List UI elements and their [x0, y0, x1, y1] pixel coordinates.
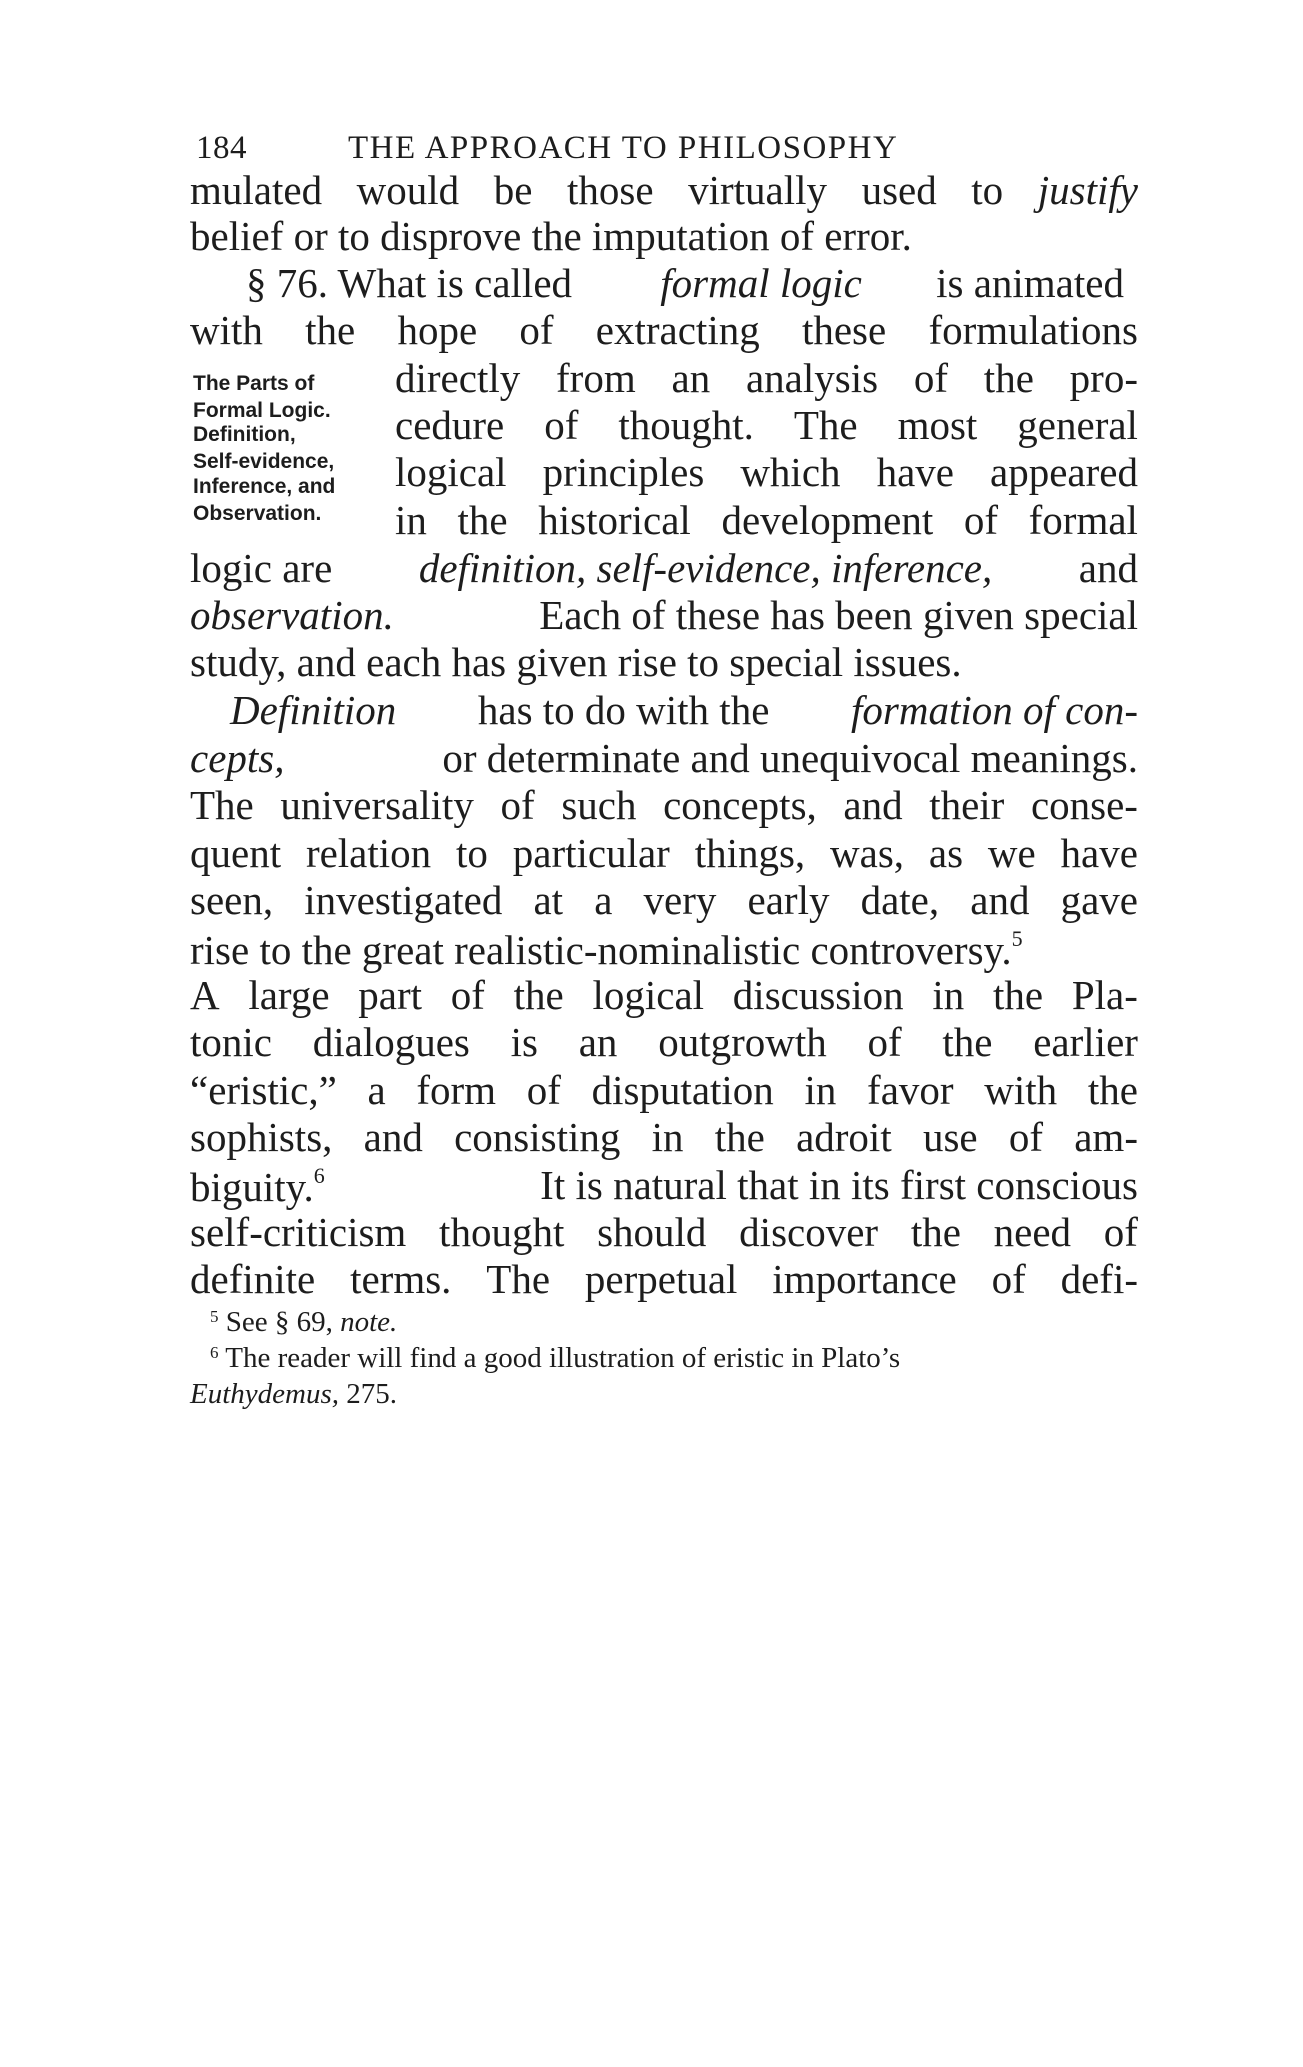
footnote-6: $^6$ The reader will find a good illustration of eristic in Plato’s	[210, 1342, 901, 1374]
text-line: tonic dialogues is an outgrowth of the earlier	[190, 1019, 1138, 1065]
definition-paragraph-start: Definition has to do with the formation of con-	[230, 687, 1138, 733]
footnote-5: $^5$ See § 69, note.	[210, 1306, 398, 1338]
footnote-6-continued: Euthydemus, 275.	[190, 1378, 397, 1410]
text-line: cepts, or determinate and unequivocal meanings.	[190, 735, 1138, 781]
text-line: seen, investigated at a very early date, and gave	[190, 877, 1138, 923]
section-76-line: § 76. What is called formal logic is animated	[246, 260, 1124, 306]
text-line: directly from an analysis of the pro-	[395, 355, 1138, 401]
text-line: “eristic,” a form of disputation in favor with the	[190, 1067, 1138, 1113]
text-line: logic are definition, self-evidence, inference, and	[190, 545, 1138, 591]
text-line: logical principles which have appeared	[395, 449, 1138, 495]
margin-note-line: Self-evidence,	[193, 450, 335, 473]
text-line: with the hope of extracting these formulations	[190, 307, 1138, 353]
text-line: rise to the great realistic-nominalistic controversy.$^5$	[190, 926, 1023, 973]
text-line: sophists, and consisting in the adroit use of am-	[190, 1114, 1138, 1160]
text-line: observation. Each of these has been given special	[190, 592, 1138, 638]
running-title: THE APPROACH TO PHILOSOPHY	[348, 130, 899, 166]
footnote-ref-5[interactable]: 5	[1011, 926, 1023, 951]
page-number: 184	[196, 130, 247, 166]
text-line: self-criticism thought should discover the need of	[190, 1209, 1138, 1255]
text-line: A large part of the logical discussion in the Pla-	[190, 972, 1138, 1018]
text-line: cedure of thought. The most general	[395, 402, 1138, 448]
margin-note-line: Inference, and	[193, 475, 336, 498]
text-line: definite terms. The perpetual importance of defi-	[190, 1256, 1138, 1302]
text-line: mulated would be those virtually used to justify	[190, 167, 1138, 213]
text-line: The universality of such concepts, and their conse-	[190, 782, 1138, 828]
text-line: study, and each has given rise to special issues.	[190, 639, 962, 685]
margin-note-line: Formal Logic.	[193, 399, 331, 422]
running-head	[196, 130, 1136, 167]
margin-note-line: Observation.	[193, 502, 322, 525]
footnote-ref-6[interactable]: 6	[313, 1163, 325, 1188]
text-line: biguity.$^6$ It is natural that in its first conscious	[190, 1162, 1138, 1210]
margin-note-line: Definition,	[193, 423, 296, 446]
text-line: belief or to disprove the imputation of error.	[190, 213, 912, 259]
text-line: quent relation to particular things, was, as we have	[190, 830, 1138, 876]
text-line: in the historical development of formal	[395, 497, 1138, 543]
margin-note-line: The Parts of	[193, 372, 315, 395]
